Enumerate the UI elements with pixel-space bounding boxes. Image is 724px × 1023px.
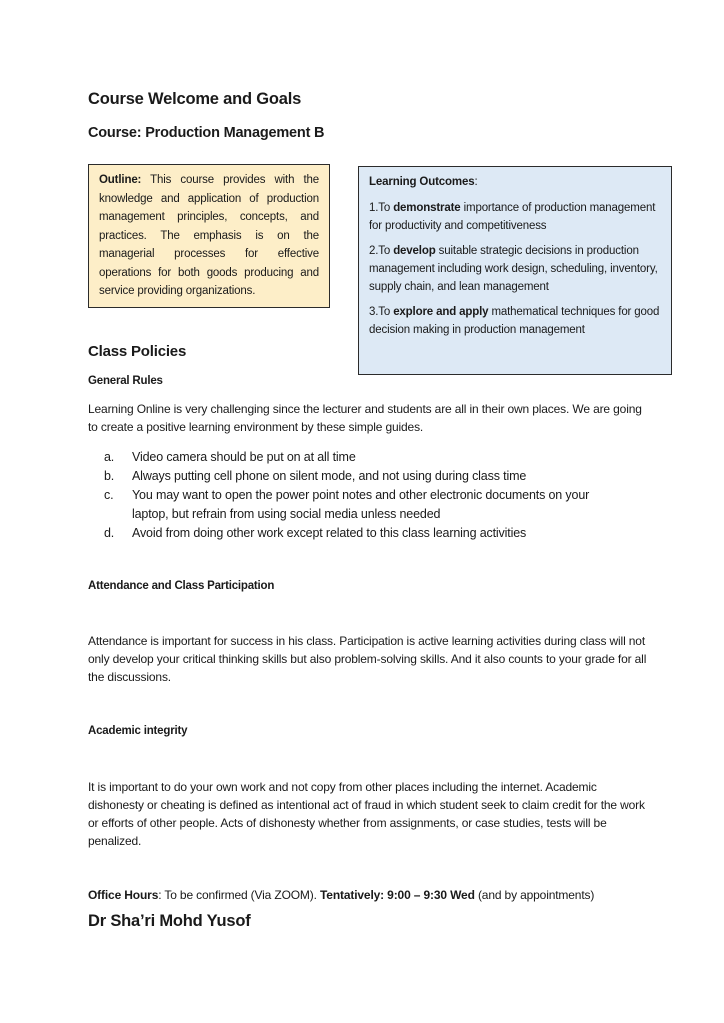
outline-text: This course provides with the knowledge and application of production management principles, concepts, and practices. The emphasis is on the managerial processes for effective operations for both goods producing and service providing organizations.: [99, 174, 319, 297]
general-rules-heading: General Rules: [88, 375, 163, 387]
attendance-heading: Attendance and Class Participation: [88, 580, 275, 592]
class-policies-heading: Class Policies: [88, 343, 187, 360]
general-rules-list: [104, 448, 624, 543]
document-title: Course Welcome and Goals: [88, 90, 302, 108]
integrity-heading: Academic integrity: [88, 725, 188, 737]
general-rules-intro: Learning Online is very challenging since the lecturer and students are all in their own places. We are going to create a positive learning environment by these simple guides.: [88, 402, 642, 434]
lecturer-name: Dr Sha’ri Mohd Yusof: [88, 912, 251, 930]
rule-item: b. Always putting cell phone on silent mode, and not using during class time: [104, 469, 527, 483]
learning-outcome-item: 1.To demonstrate importance of production management for productivity and competitiveness: [369, 202, 656, 232]
rule-item: c. You may want to open the power point notes and other electronic documents on your laptop, but refrain from using social media unless needed: [104, 488, 590, 521]
rule-item: d. Avoid from doing other work except related to this class learning activities: [104, 526, 527, 540]
learning-outcome-item: 3.To explore and apply mathematical techniques for good decision making in production management: [369, 306, 660, 336]
integrity-text: It is important to do your own work and not copy from other places including the internet. Academic dishonesty or cheating is defined as intentional act of fraud in which student seek to claim credit for the work or efforts of other people. Acts of dishonesty whether from assignments, or case studies, tests will be penalized.: [88, 780, 645, 848]
office-hours: Office Hours: To be confirmed (Via ZOOM). Tentatively: 9:00 – 9:30 Wed (and by appointments): [88, 888, 595, 902]
outline-box: [88, 164, 330, 308]
learning-outcome-item: 2.To develop suitable strategic decisions in production management including work design, scheduling, inventory, supply chain, and lean management: [369, 245, 658, 293]
learning-outcomes-box: [358, 166, 672, 375]
rule-item: a. Video camera should be put on at all time: [104, 450, 356, 464]
learning-outcomes-title: Learning Outcomes:: [369, 176, 478, 188]
course-title: Course: Production Management B: [88, 125, 325, 141]
attendance-text: Attendance is important for success in his class. Participation is active learning activities during class will not only develop your critical thinking skills but also problem-solving skills. And it also counts to your grade for all the discussions.: [88, 634, 647, 684]
outline-label: Outline:: [99, 174, 142, 186]
